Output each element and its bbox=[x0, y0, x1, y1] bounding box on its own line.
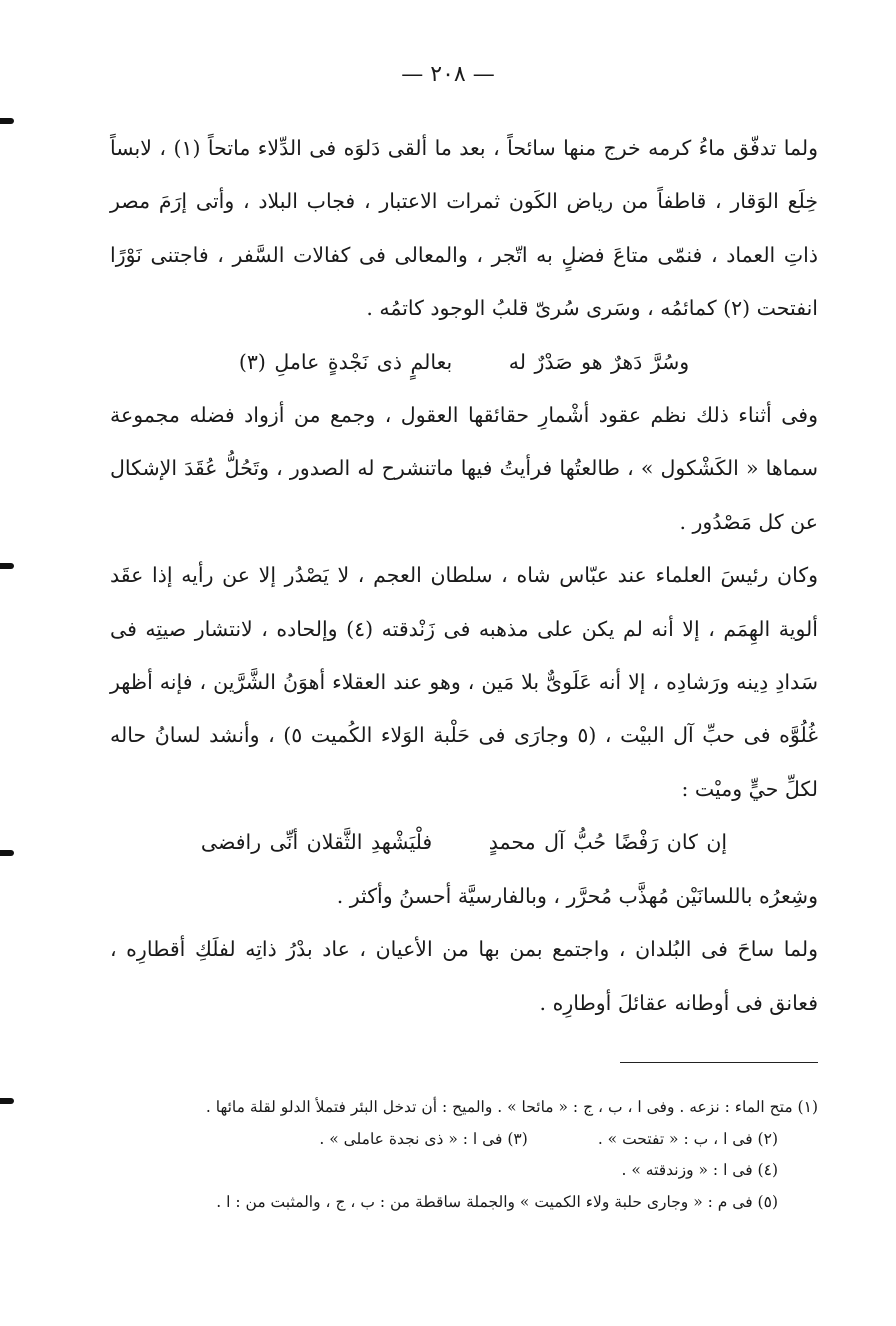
margin-mark bbox=[0, 850, 14, 856]
footnote-row bbox=[118, 1124, 818, 1156]
footnote: (٣) فى ا : « ذى نجدة عاملى » . bbox=[319, 1129, 528, 1148]
footnotes bbox=[118, 1092, 818, 1218]
footnote: (٤) فى ا : « وزندقته » . bbox=[621, 1161, 778, 1179]
paragraph: ولما ساحَ فى البُلدان ، واجتمع بمن بها من الأعيان ، عاد بدْرُ ذاتِه لفلَكِ أقطارِه ، فعانق فى أوطانه عقائلَ أوطارِه . bbox=[110, 937, 818, 1015]
verse-hemistich-right: إن كان رَفْضًا حُبُّ آل محمدٍ bbox=[488, 830, 728, 855]
verse-hemistich-right: وسُرَّ دَهرٌ هو صَدْرٌ له bbox=[508, 349, 690, 374]
verse-line bbox=[110, 816, 818, 869]
footnote: (٢) فى ا ، ب : « تفتحت » . bbox=[597, 1129, 778, 1148]
paragraph: ولما تدفّق ماءُ كرمه خرج منها سائحاً ، بعد ما ألقى دَلوَه فى الدِّلاء ماتحاً (١) ، لابساً خِلَع الوَقار ، قاطفاً من رياض الكَون ثمرات الاعتبار ، فجاب البلاد ، وأتى إرَمَ مصر ذاتِ العماد ، فنمّى متاعَ فضلٍ به اتّجر ، والمعالى فى كفالات السَّفر ، فاجتنى نَوْرًا انفتحت (٢) كمائمُه ، وسَرى سُرىّ قلبُ الوجود كاتمُه . bbox=[110, 136, 819, 321]
margin-mark bbox=[0, 1098, 14, 1104]
margin-mark bbox=[0, 563, 14, 569]
paragraph: وكان رئيسَ العلماء عند عبّاس شاه ، سلطان العجم ، لا يَصْدُر إلا عن رأيه إذا عقَد ألوية الهِمَم ، إلا أنه لم يكن على مذهبه فى زَنْدقته (٤) وإلحاده ، لانتشار صيتِه فى سَدادِ دِينه ورَشادِه ، إلا أنه عَلَوىٌّ بلا مَين ، وهو عند العقلاء أهوَنُ الشَّرَّين ، فإنه أظهر غُلُوَّه فى حبِّ آل البيْت ، (٥ وجارَى فى حَلْبة الوَلاء الكُميت ٥) ، وأنشد لسانُ حاله لكلِّ حيٍّ وميْت : bbox=[110, 563, 818, 801]
paragraph: وشِعرُه باللسانَيْن مُهذَّب مُحرَّر ، وبالفارسيَّة أحسنُ وأكثر . bbox=[336, 883, 818, 908]
footnote: (٥) فى م : « وجارى حلبة ولاء الكميت » والجملة ساقطة من : ب ، ج ، والمثبت من : ا . bbox=[216, 1192, 778, 1211]
verse-hemistich-left: فلْيَشْهدِ الثَّقلان أنِّى رافضى bbox=[200, 830, 433, 855]
page-number: — ٢٠٨ — bbox=[401, 62, 495, 87]
verse-hemistich-left: بعالمٍ ذى نَجْدةٍ عاملِ (٣) bbox=[238, 349, 453, 374]
paragraph: وفى أثناء ذلك نظم عقود أشْمارِ حقائقها العقول ، وجمع من أزواد فضله مجموعة سماها « الكَشْكول » ، طالعتُها فرأيتُ فيها ماتنشرح له الصدور ، وتَحُلُّ عُقَدَ الإشكال عن كل مَصْدُور . bbox=[110, 403, 818, 534]
footnote: (١) متح الماء : نزعه . وفى ا ، ب ، ج : « مائحا » . والميح : أن تدخل البئر فتملأ الدلو لقلة مائها . bbox=[205, 1098, 818, 1116]
margin-mark bbox=[0, 118, 14, 124]
footnote-separator bbox=[620, 1062, 818, 1063]
main-text bbox=[110, 122, 818, 1030]
verse-line bbox=[110, 336, 818, 389]
